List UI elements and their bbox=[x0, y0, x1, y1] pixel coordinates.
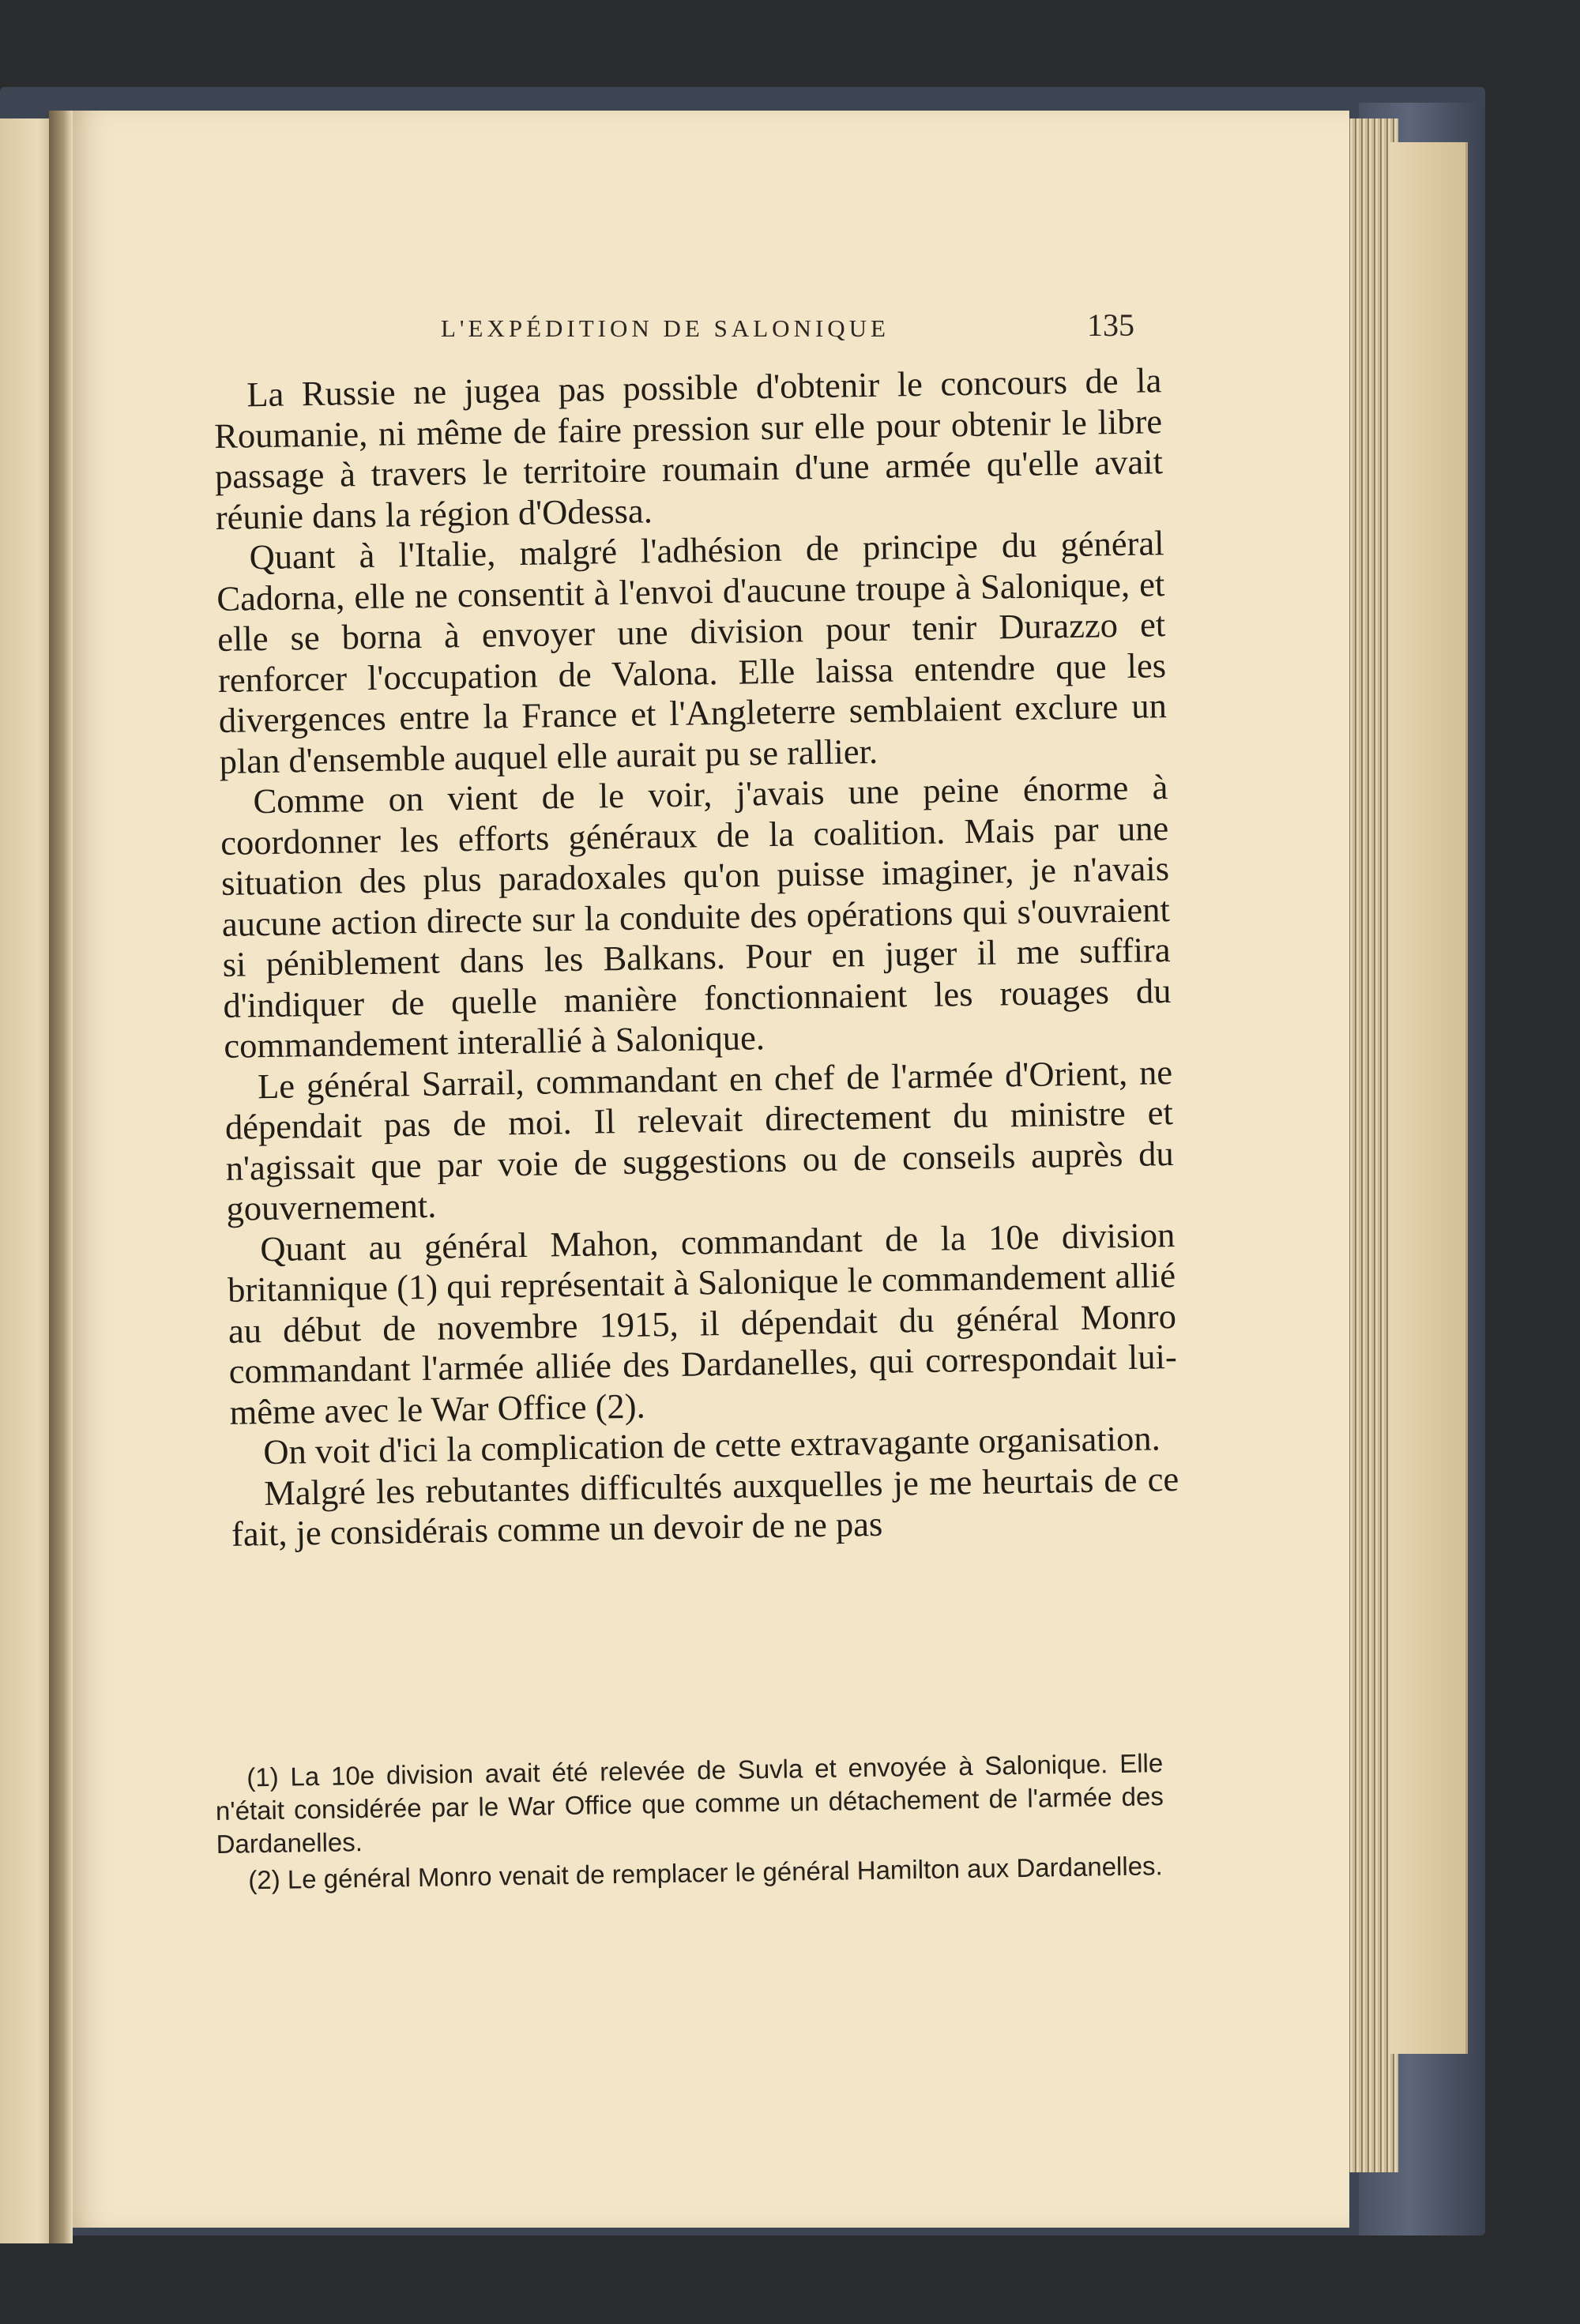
paragraph: Comme on vient de le voir, j'avais une peine énorme à coordonner les efforts généraux de la coalition. Mais par une situation des plus paradoxales qu'on puisse imaginer, je n'avais aucune action directe sur la conduite des opérations qui s'ouvraient si péniblement dans les Balkans. Pour en juger il me suffira d'indiquer de quelle manière fonctionnaient les rouages du commandement interallié à Salonique. bbox=[220, 767, 1172, 1066]
main-text bbox=[213, 360, 1179, 1555]
running-header: L'EXPÉDITION DE SALONIQUE bbox=[441, 314, 890, 342]
page-number: 135 bbox=[1087, 307, 1134, 343]
paragraph: On voit d'ici la complication de cette extravagante organisation. bbox=[263, 1418, 1161, 1472]
footnotes bbox=[215, 1747, 1165, 1901]
footnote: (2) Le général Monro venait de remplacer le général Hamilton aux Dardanelles. bbox=[248, 1851, 1163, 1895]
paragraph: Quant à l'Italie, malgré l'adhésion de principe du général Cadorna, elle ne consentit à l'envoi d'aucune troupe à Salonique, et elle se borna à envoyer une division pour tenir Durazzo et renforcer l'occupation de Valona. Elle laissa entendre que les divergences entre la France et l'Angleterre semblaient exclure un plan d'ensemble auquel elle aurait pu se rallier. bbox=[216, 523, 1168, 781]
book-gutter bbox=[49, 111, 73, 2243]
paragraph: Quant au général Mahon, commandant de la 10e division britannique (1) qui représentait à Salonique le commandement allié au début de novembre 1915, il dépendait du général Monro commandant l'armée alliée des Dardanelles, qui correspondait lui-même avec le War Office (2). bbox=[227, 1214, 1178, 1432]
paragraph: Le général Sarrail, commandant en chef de l'armée d'Orient, ne dépendait pas de moi. Il relevait directement du ministre et n'agissait que par voie de suggestions ou de conseils auprès du gouvernement. bbox=[224, 1051, 1175, 1228]
paragraph: La Russie ne jugea pas possible d'obtenir le concours de la Roumanie, ni même de faire pression sur elle pour obtenir le libre passage à travers le territoire roumain d'une armée qu'elle avait réunie dans la région d'Odessa. bbox=[213, 360, 1164, 537]
footnote: (1) La 10e division avait été relevée de Suvla et envoyée à Salonique. Elle n'était considérée par le War Office que comme un détachement de l'armée des Dardanelles. bbox=[215, 1748, 1164, 1859]
page-fore-edge bbox=[1390, 142, 1468, 2054]
paragraph: Malgré les rebutantes difficultés auxquelles je me heurtais de ce fait, je considérais comme un devoir de ne pas bbox=[231, 1458, 1179, 1554]
